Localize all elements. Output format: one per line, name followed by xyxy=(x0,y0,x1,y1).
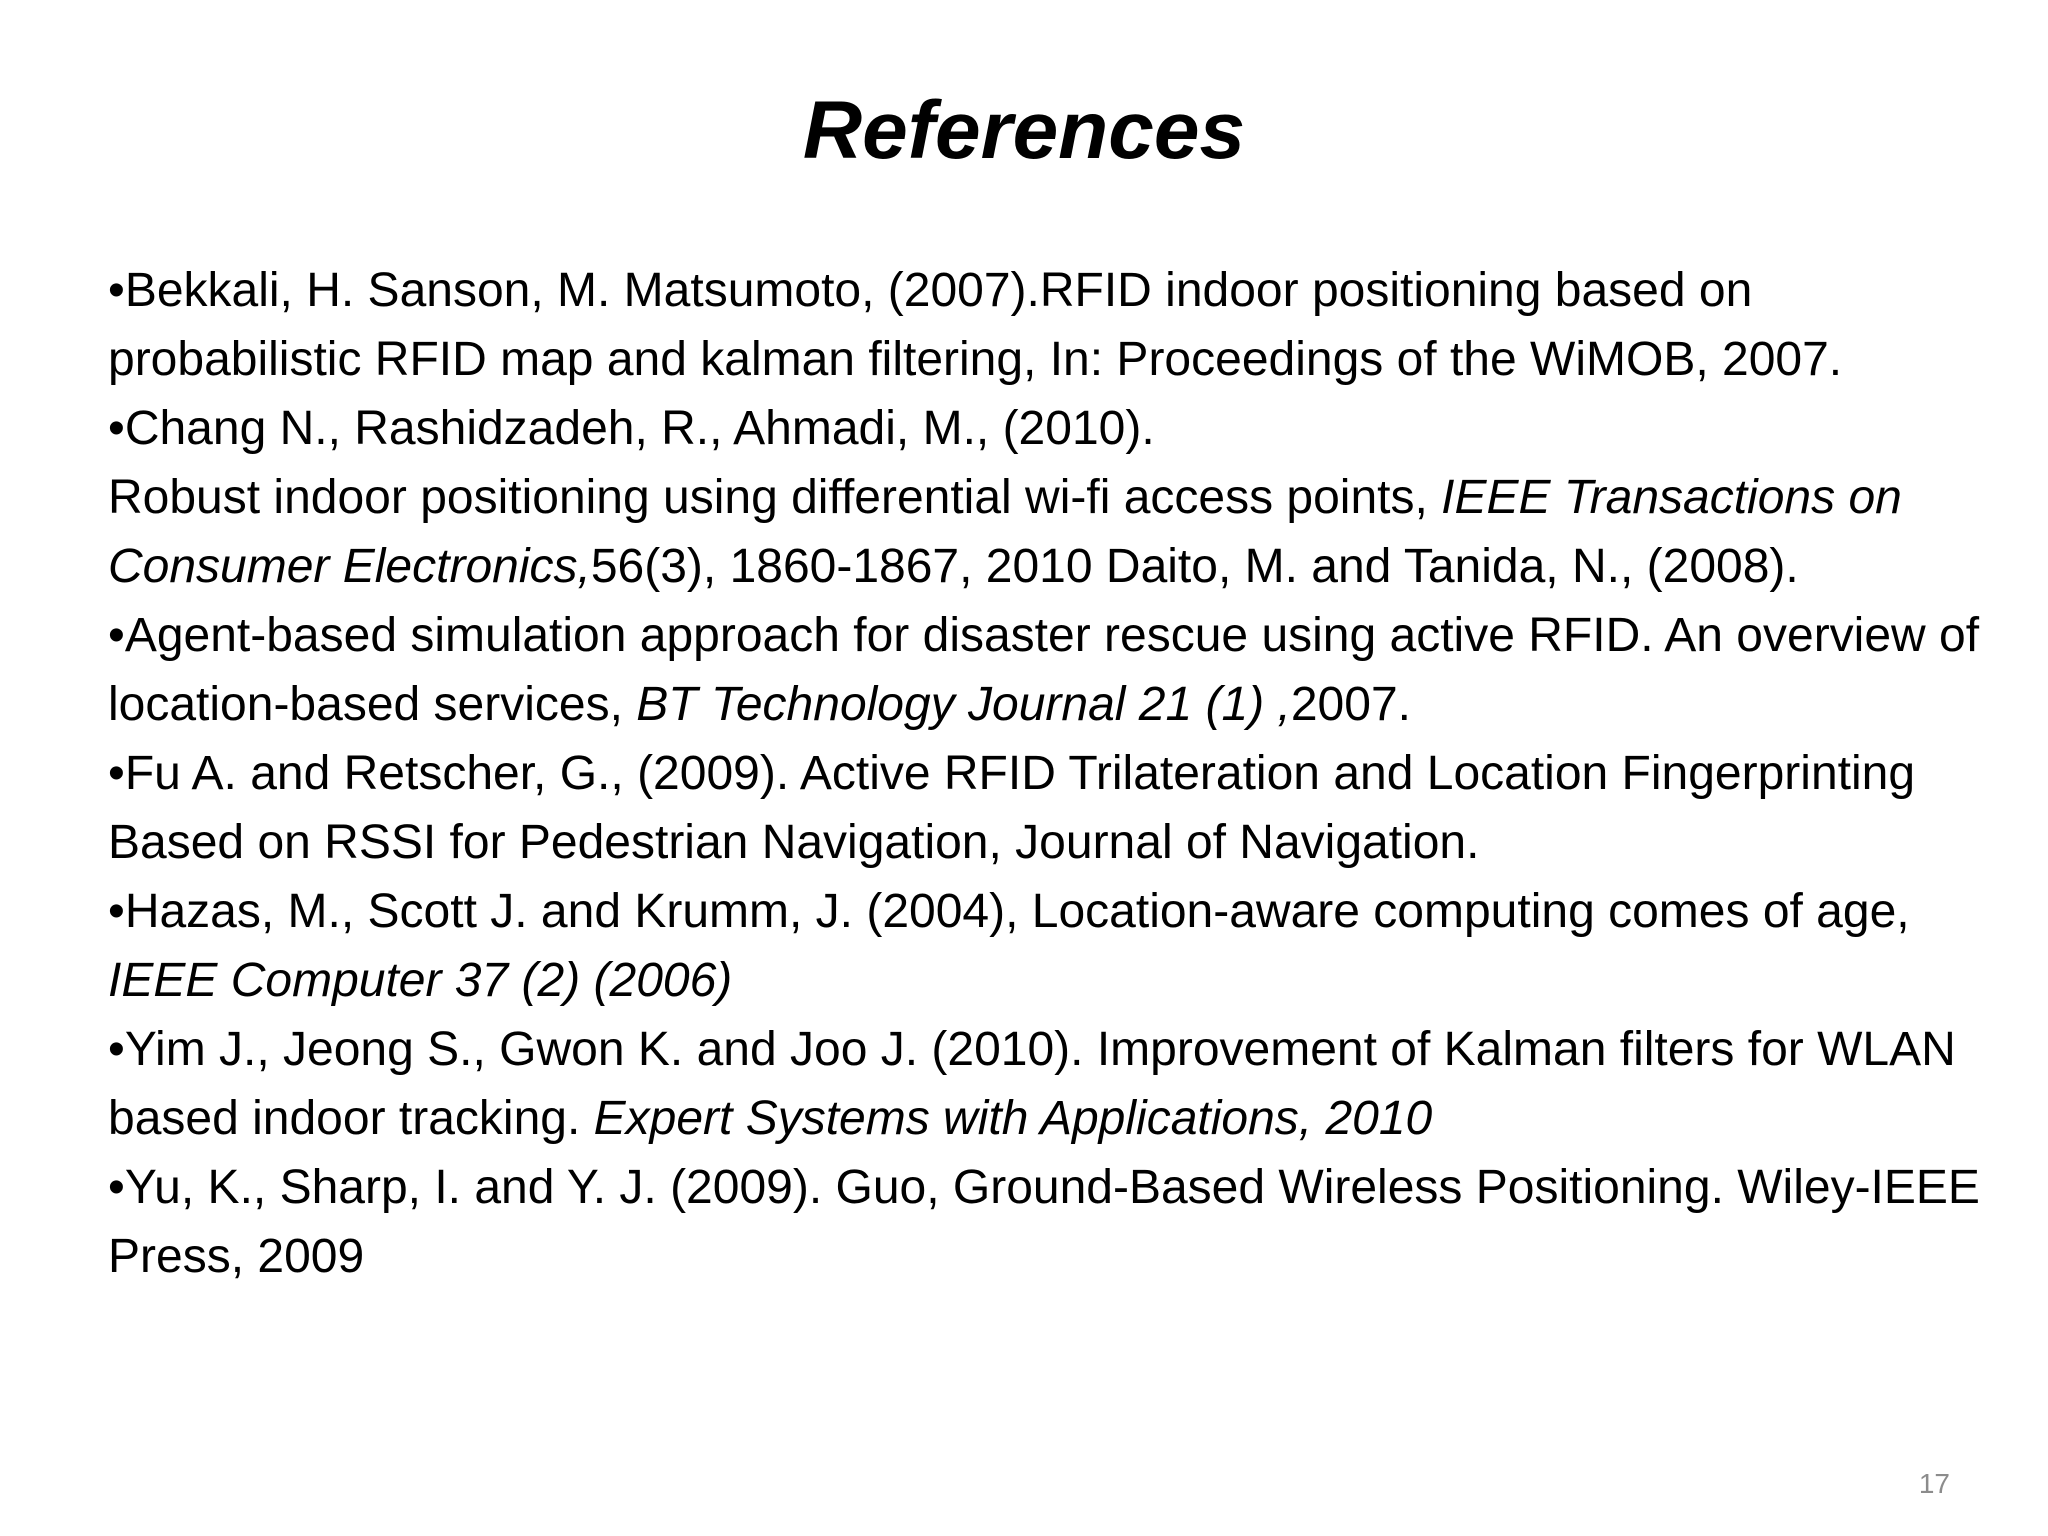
reference-text: Yim J., Jeong S., Gwon K. and Joo J. (2010). Improvement of Kalman filters for WLAN based indoor tracking. xyxy=(108,1023,1956,1145)
reference-text: Fu A. and Retscher, G., (2009). Active RFID Trilateration and Location Fingerprinting Based on RSSI for Pedestrian Navigation, Journal of Navigation. xyxy=(108,747,1916,869)
bullet-icon: • xyxy=(108,1023,125,1076)
bullet-icon: • xyxy=(108,609,125,662)
reference-journal: BT Technology Journal 21 (1) , xyxy=(636,678,1291,731)
slide-title: References xyxy=(802,85,1246,176)
references-list xyxy=(108,256,1988,1291)
reference-journal: IEEE Transactions on Consumer Electronics, xyxy=(108,471,1902,593)
bullet-icon: • xyxy=(108,747,125,800)
reference-journal: IEEE Computer 37 (2) (2006) xyxy=(108,954,733,1007)
page-number: 17 xyxy=(1918,1468,1950,1499)
reference-text: Chang N., Rashidzadeh, R., Ahmadi, M., (2010). xyxy=(124,402,1155,455)
reference-item-fu xyxy=(108,739,1988,877)
reference-item-hazas xyxy=(108,877,1988,1015)
bullet-icon: • xyxy=(108,885,125,938)
bullet-icon: • xyxy=(108,402,125,455)
reference-item-agent-based xyxy=(108,601,1988,739)
reference-text: Yu, K., Sharp, I. and Y. J. (2009). Guo, Ground-Based Wireless Positioning. Wiley-IEEE Press, 2009 xyxy=(108,1161,1980,1283)
reference-item-yu xyxy=(108,1153,1988,1291)
reference-item-chang xyxy=(108,394,1988,601)
reference-year: 2007. xyxy=(1290,678,1411,731)
bullet-icon: • xyxy=(108,264,125,317)
reference-text-continued: Robust indoor positioning using differential wi-fi access points, xyxy=(108,471,1442,524)
reference-text: Agent-based simulation approach for disaster rescue using active RFID. An overview of location-based services, xyxy=(108,609,1980,731)
reference-item-bekkali xyxy=(108,256,1988,394)
reference-details: 56(3), 1860-1867, 2010 Daito, M. and Tanida, N., (2008). xyxy=(590,540,1799,593)
reference-text: Bekkali, H. Sanson, M. Matsumoto, (2007).RFID indoor positioning based on probabilistic RFID map and kalman filtering, In: Proceedings of the WiMOB, 2007. xyxy=(108,264,1843,386)
reference-journal: Expert Systems with Applications, 2010 xyxy=(593,1092,1433,1145)
reference-item-yim xyxy=(108,1015,1988,1153)
bullet-icon: • xyxy=(108,1161,125,1214)
reference-text: Hazas, M., Scott J. and Krumm, J. (2004), Location-aware computing comes of age, xyxy=(124,885,1910,938)
